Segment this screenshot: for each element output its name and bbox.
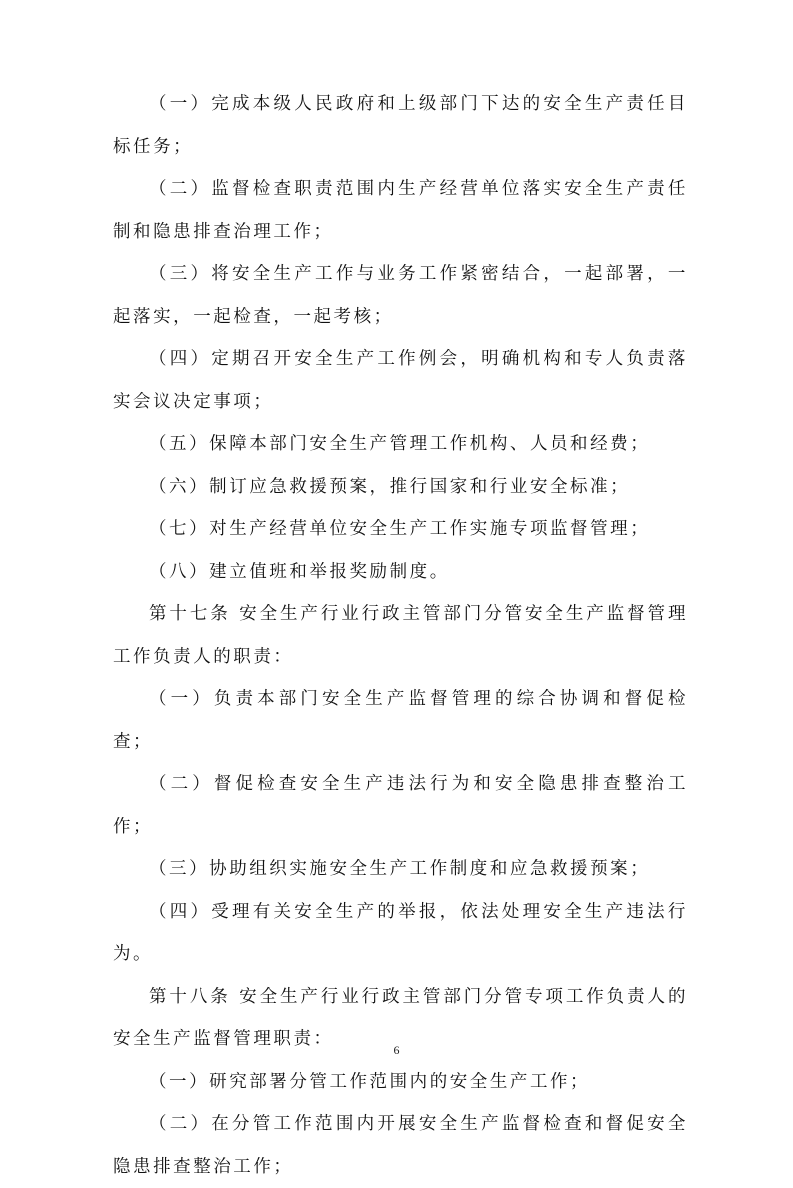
- article-17-heading: 第十七条 安全生产行业行政主管部门分管安全生产监督管理工作负责人的职责：: [113, 604, 688, 667]
- page-number: 6: [393, 1043, 400, 1057]
- paragraph-item-8-duty-reporting: （八）建立值班和举报奖励制度。: [149, 561, 450, 582]
- paragraph-item-7-special-supervision: （七）对生产经营单位安全生产工作实施专项监督管理；: [149, 519, 651, 539]
- document-body: [113, 83, 688, 1188]
- article-18-item-2: （二）在分管工作范围内开展安全生产监督检查和督促安全隐患排查整治工作；: [113, 1114, 688, 1177]
- article-18-item-1: （一）研究部署分管工作范围内的安全生产工作；: [149, 1071, 591, 1092]
- paragraph-item-1-tasks: （一）完成本级人民政府和上级部门下达的安全生产责任目标任务；: [113, 94, 688, 157]
- article-17-item-3: （三）协助组织实施安全生产工作制度和应急救援预案；: [149, 859, 651, 879]
- article-17-item-4: （四）受理有关安全生产的举报，依法处理安全生产违法行为。: [113, 901, 688, 964]
- paragraph-item-4-meetings: （四）定期召开安全生产工作例会，明确机构和专人负责落实会议决定事项；: [113, 349, 688, 412]
- article-17-item-1: （一）负责本部门安全生产监督管理的综合协调和督促检查；: [113, 689, 688, 752]
- article-18-heading: 第十八条 安全生产行业行政主管部门分管专项工作负责人的安全生产监督管理职责：: [113, 986, 688, 1049]
- paragraph-item-2-supervision: （二）监督检查职责范围内生产经营单位落实安全生产责任制和隐患排查治理工作；: [113, 179, 688, 242]
- paragraph-item-6-emergency-plan: （六）制订应急救援预案，推行国家和行业安全标准；: [149, 476, 631, 497]
- paragraph-item-5-resources: （五）保障本部门安全生产管理工作机构、人员和经费；: [149, 434, 651, 454]
- article-17-item-2: （二）督促检查安全生产违法行为和安全隐患排查整治工作；: [113, 774, 688, 837]
- paragraph-item-3-integration: （三）将安全生产工作与业务工作紧密结合，一起部署，一起落实，一起检查，一起考核；: [113, 264, 688, 327]
